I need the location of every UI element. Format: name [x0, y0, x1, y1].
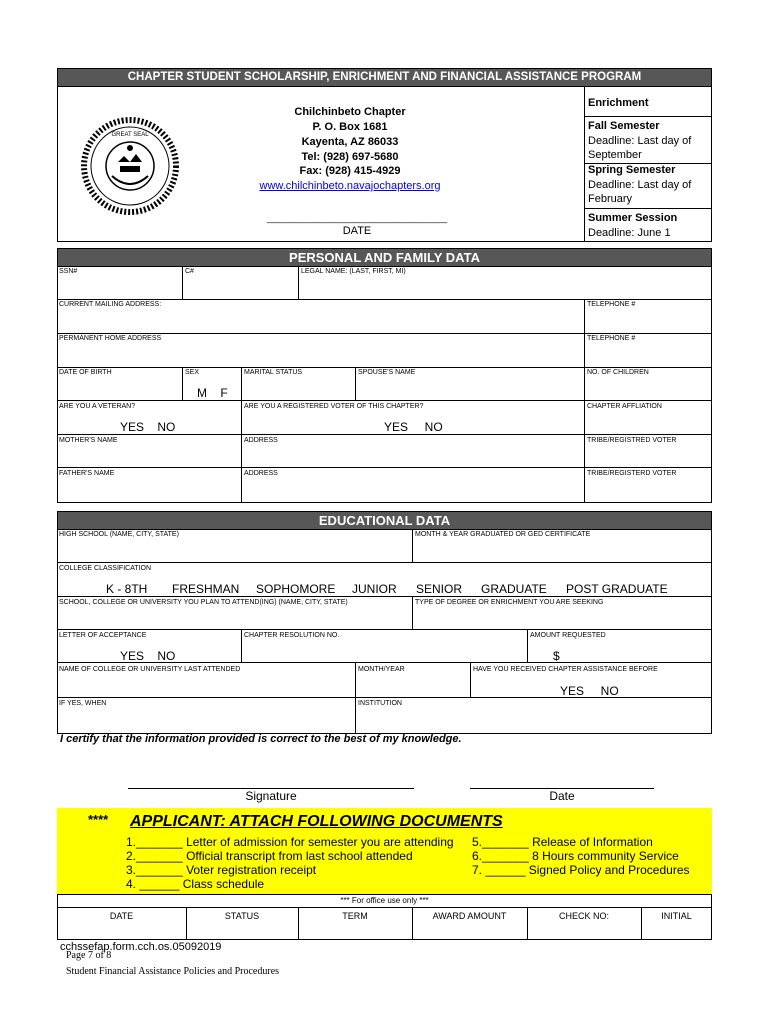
- signature-date-label: Date: [549, 789, 575, 803]
- sex-field[interactable]: SEX: [185, 369, 200, 376]
- class-option-graduate[interactable]: GRADUATE: [481, 582, 547, 596]
- office-col-term: TERM: [342, 911, 368, 921]
- if-yes-when-field[interactable]: IF YES, WHEN: [59, 700, 107, 707]
- chapter-affiliation-field[interactable]: CHAPTER AFFLIATION: [587, 403, 662, 410]
- institution-field[interactable]: INSTITUTION: [358, 700, 402, 707]
- last-college-field[interactable]: NAME OF COLLEGE OR UNIVERSITY LAST ATTENDED: [59, 666, 241, 673]
- doc-item-text: Class schedule: [182, 877, 265, 891]
- doc-item-text: 8 Hours community Service: [532, 849, 679, 863]
- amount-dollar-sign: $: [553, 649, 560, 663]
- summer-session-title: Summer Session: [588, 212, 678, 224]
- chapter-city: Kayenta, AZ 86033: [301, 136, 399, 148]
- office-col-status: STATUS: [224, 911, 260, 921]
- office-col-date: DATE: [109, 911, 134, 921]
- class-option-freshman[interactable]: FRESHMAN: [172, 582, 240, 596]
- doc-item-4[interactable]: [126, 877, 264, 891]
- spring-semester-deadline: Deadline: Last day of February: [588, 179, 692, 205]
- mother-tribe-field[interactable]: TRIBE/REGISTRED VOTER: [587, 437, 677, 444]
- spring-semester-title: Spring Semester: [588, 164, 676, 176]
- date-line[interactable]: ____________________________________: [266, 213, 448, 223]
- summer-session-deadline: Deadline: June 1: [588, 227, 671, 239]
- office-use-title: *** For office use only ***: [340, 896, 429, 905]
- school-plan-field[interactable]: SCHOOL, COLLEGE OR UNIVERSITY YOU PLAN TO ATTEND(ING) (NAME, CITY, STATE): [59, 599, 348, 606]
- father-address-field[interactable]: ADDRESS: [244, 470, 278, 477]
- mother-address-field[interactable]: ADDRESS: [244, 437, 278, 444]
- doc-item-1[interactable]: [126, 835, 454, 849]
- doc-item-2[interactable]: [126, 849, 413, 863]
- doc-item-6[interactable]: [472, 849, 679, 863]
- doc-item-num: 4. ______: [126, 877, 180, 891]
- svg-text:GREAT SEAL: GREAT SEAL: [111, 132, 149, 138]
- chapter-resolution-field[interactable]: CHAPTER RESOLUTION NO.: [244, 632, 340, 639]
- acceptance-options[interactable]: YES NO: [120, 649, 176, 663]
- voter-options[interactable]: YES NO: [384, 420, 443, 434]
- degree-field[interactable]: TYPE OF DEGREE OR ENRICHMENT YOU ARE SEEKING: [415, 599, 604, 606]
- signature-label: Signature: [245, 789, 297, 803]
- sex-options[interactable]: M F: [197, 386, 228, 400]
- chapter-po-box: P. O. Box 1681: [312, 121, 388, 133]
- doc-item-num: 1._______: [126, 835, 183, 849]
- documents-stars: ****: [88, 812, 109, 827]
- doc-item-3[interactable]: [126, 863, 316, 877]
- month-year-field[interactable]: MONTH/YEAR: [358, 666, 405, 673]
- doc-item-num: 3._______: [126, 863, 183, 877]
- doc-item-7[interactable]: [472, 863, 690, 877]
- footer-doc-title: Student Financial Assistance Policies and Procedures: [66, 966, 280, 977]
- received-options[interactable]: YES NO: [560, 684, 619, 698]
- personal-section-header: PERSONAL AND FAMILY DATA: [57, 248, 712, 267]
- acceptance-letter-field[interactable]: LETTER OF ACCEPTANCE: [59, 632, 147, 639]
- children-field[interactable]: NO. OF CHILDREN: [587, 369, 649, 376]
- college-classification-label: COLLEGE CLASSIFICATION: [59, 565, 152, 572]
- page-number: Page 7 of 8: [66, 950, 112, 961]
- permanent-address-field[interactable]: PERMANENT HOME ADDRESS: [59, 335, 162, 342]
- chapter-tel: Tel: (928) 697-5680: [301, 151, 399, 163]
- ssn-field[interactable]: SSN#: [59, 268, 78, 275]
- amount-requested-field[interactable]: AMOUNT REQUESTED: [530, 632, 606, 639]
- doc-item-text: Signed Policy and Procedures: [528, 863, 690, 877]
- form-title: CHAPTER STUDENT SCHOLARSHIP, ENRICHMENT AND FINANCIAL ASSISTANCE PROGRAM: [57, 68, 712, 87]
- veteran-options[interactable]: YES NO: [120, 420, 176, 434]
- date-of-birth-field[interactable]: DATE OF BIRTH: [59, 369, 112, 376]
- veteran-field[interactable]: ARE YOU A VETERAN?: [59, 403, 136, 410]
- chapter-name: Chilchinbeto Chapter: [294, 106, 406, 118]
- class-option-post-graduate[interactable]: POST GRADUATE: [566, 582, 668, 596]
- telephone-field-2[interactable]: TELEPHONE #: [587, 335, 636, 342]
- navajo-nation-seal: [80, 96, 180, 236]
- registered-voter-field[interactable]: ARE YOU A REGISTERED VOTER OF THIS CHAPTER?: [244, 403, 424, 410]
- fall-semester-title: Fall Semester: [588, 120, 660, 132]
- father-tribe-field[interactable]: TRIBE/REGISTERD VOTER: [587, 470, 677, 477]
- doc-item-5[interactable]: [472, 835, 653, 849]
- date-label: DATE: [342, 225, 372, 237]
- class-option-sophomore[interactable]: SOPHOMORE: [256, 582, 336, 596]
- doc-item-num: 6._______: [472, 849, 529, 863]
- education-section-header: EDUCATIONAL DATA: [57, 511, 712, 530]
- doc-item-num: 2._______: [126, 849, 183, 863]
- doc-item-num: 7. ______: [472, 863, 526, 877]
- doc-item-num: 5._______: [472, 835, 529, 849]
- doc-item-text: Release of Information: [532, 835, 653, 849]
- mother-name-field[interactable]: MOTHER'S NAME: [59, 437, 118, 444]
- received-assistance-field[interactable]: HAVE YOU RECEIVED CHAPTER ASSISTANCE BEFORE: [473, 666, 658, 673]
- office-col-award: AWARD AMOUNT: [432, 911, 507, 921]
- doc-item-text: Letter of admission for semester you are attending: [186, 835, 454, 849]
- doc-item-text: Official transcript from last school attended: [186, 849, 413, 863]
- form-code: cchssefap.form.cch.os.05092019: [60, 941, 222, 953]
- class-option-junior[interactable]: JUNIOR: [352, 582, 397, 596]
- mailing-address-field[interactable]: CURRENT MAILING ADDRESS:: [59, 301, 162, 308]
- class-option-k8[interactable]: K - 8TH: [106, 582, 148, 596]
- class-option-senior[interactable]: SENIOR: [416, 582, 463, 596]
- doc-item-text: Voter registration receipt: [186, 863, 317, 877]
- legal-name-field[interactable]: LEGAL NAME: (LAST, FIRST, MI): [301, 268, 406, 275]
- father-name-field[interactable]: FATHER'S NAME: [59, 470, 115, 477]
- high-school-field[interactable]: HIGH SCHOOL (NAME, CITY, STATE): [59, 531, 179, 538]
- office-col-initial: INITIAL: [661, 911, 692, 921]
- c-number-field[interactable]: C#: [185, 268, 194, 275]
- enrichment-label: Enrichment: [588, 97, 649, 109]
- telephone-field-1[interactable]: TELEPHONE #: [587, 301, 636, 308]
- documents-title: APPLICANT: ATTACH FOLLOWING DOCUMENTS: [130, 813, 503, 830]
- fall-semester-deadline: Deadline: Last day of September: [588, 135, 692, 161]
- graduated-field[interactable]: MONTH & YEAR GRADUATED OR GED CERTIFICATE: [415, 531, 591, 538]
- chapter-fax: Fax: (928) 415-4929: [299, 165, 401, 177]
- chapter-website-link[interactable]: www.chilchinbeto.navajochapters.org: [259, 180, 441, 192]
- certification-statement: I certify that the information provided is correct to the best of my knowledge.: [60, 733, 462, 745]
- marital-status-field[interactable]: MARITAL STATUS: [244, 369, 303, 376]
- spouse-name-field[interactable]: SPOUSE'S NAME: [358, 369, 416, 376]
- office-col-check: CHECK NO:: [558, 911, 609, 921]
